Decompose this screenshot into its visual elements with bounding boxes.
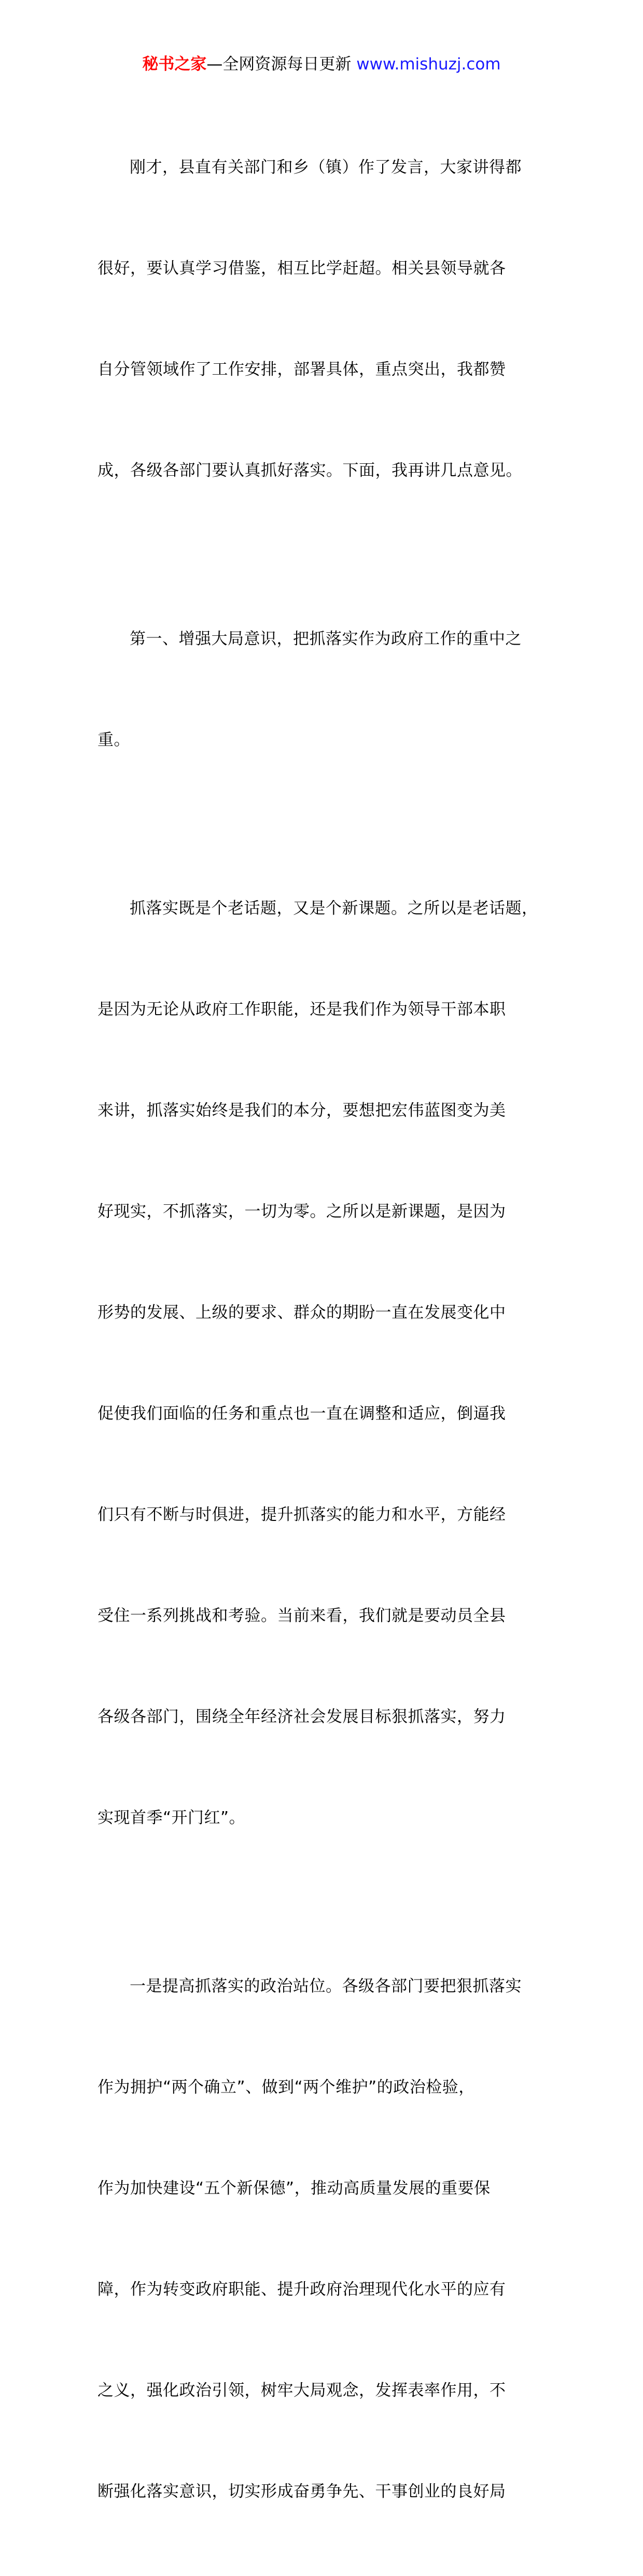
text-line: 们只有不断与时俱进，提升抓落实的能力和水平，方能经 (97, 1505, 506, 1524)
text-line: 是因为无论从政府工作职能，还是我们作为领导干部本职 (97, 1000, 506, 1019)
header-url-link[interactable]: www.mishuzj.com (356, 55, 501, 74)
text-line: 好现实，不抓落实，一切为零。之所以是新课题，是因为 (97, 1202, 506, 1221)
text-line: 自分管领域作了工作安排，部署具体，重点突出，我都赞 (97, 360, 506, 379)
text-line: 受住一系列挑战和考验。当前来看，我们就是要动员全县 (97, 1606, 506, 1625)
text-line: 成，各级各部门要认真抓好落实。下面，我再讲几点意见。 (97, 461, 522, 480)
paragraph-point-one (97, 1902, 554, 2576)
text-line: 很好，要认真学习借鉴，相互比学赶超。相关县领导就各 (97, 259, 506, 278)
text-line: 各级各部门，围绕全年经济社会发展目标狠抓落实，努力 (97, 1707, 506, 1726)
text-line: 作为拥护“两个确立”、做到“两个维护”的政治检验， (97, 2078, 475, 2097)
header-slogan: —全网资源每日更新 (206, 55, 357, 74)
text-line: 重。 (97, 731, 130, 749)
document-body (97, 83, 554, 2576)
text-line: 之义，强化政治引领，树牢大局观念，发挥表率作用，不 (97, 2381, 506, 2400)
text-line: 断强化落实意识，切实形成奋勇争先、干事创业的良好局 (97, 2482, 506, 2501)
text-line: 障，作为转变政府职能、提升政府治理现代化水平的应有 (97, 2280, 506, 2299)
paragraph-section-heading (97, 555, 554, 824)
text-line: 第一、增强大局意识，把抓落实作为政府工作的重中之 (130, 630, 522, 648)
text-line: 抓落实既是个老话题，又是个新课题。之所以是老话题， (130, 899, 538, 918)
page-header (0, 53, 643, 76)
text-line: 形势的发展、上级的要求、群众的期盼一直在发展变化中 (97, 1303, 506, 1322)
paragraph-body (97, 824, 554, 1902)
text-line: 来讲，抓落实始终是我们的本分，要想把宏伟蓝图变为美 (97, 1101, 506, 1120)
paragraph-opening (97, 83, 554, 555)
text-line: 促使我们面临的任务和重点也一直在调整和适应，倒逼我 (97, 1404, 506, 1423)
text-line: 一是提高抓落实的政治站位。各级各部门要把狠抓落实 (130, 1977, 522, 1996)
header-brand: 秘书之家 (142, 55, 207, 74)
text-line: 实现首季“开门红”。 (97, 1809, 246, 1827)
text-line: 刚才，县直有关部门和乡（镇）作了发言，大家讲得都 (130, 158, 522, 177)
text-line: 作为加快建设“五个新保德”，推动高质量发展的重要保 (97, 2179, 491, 2198)
